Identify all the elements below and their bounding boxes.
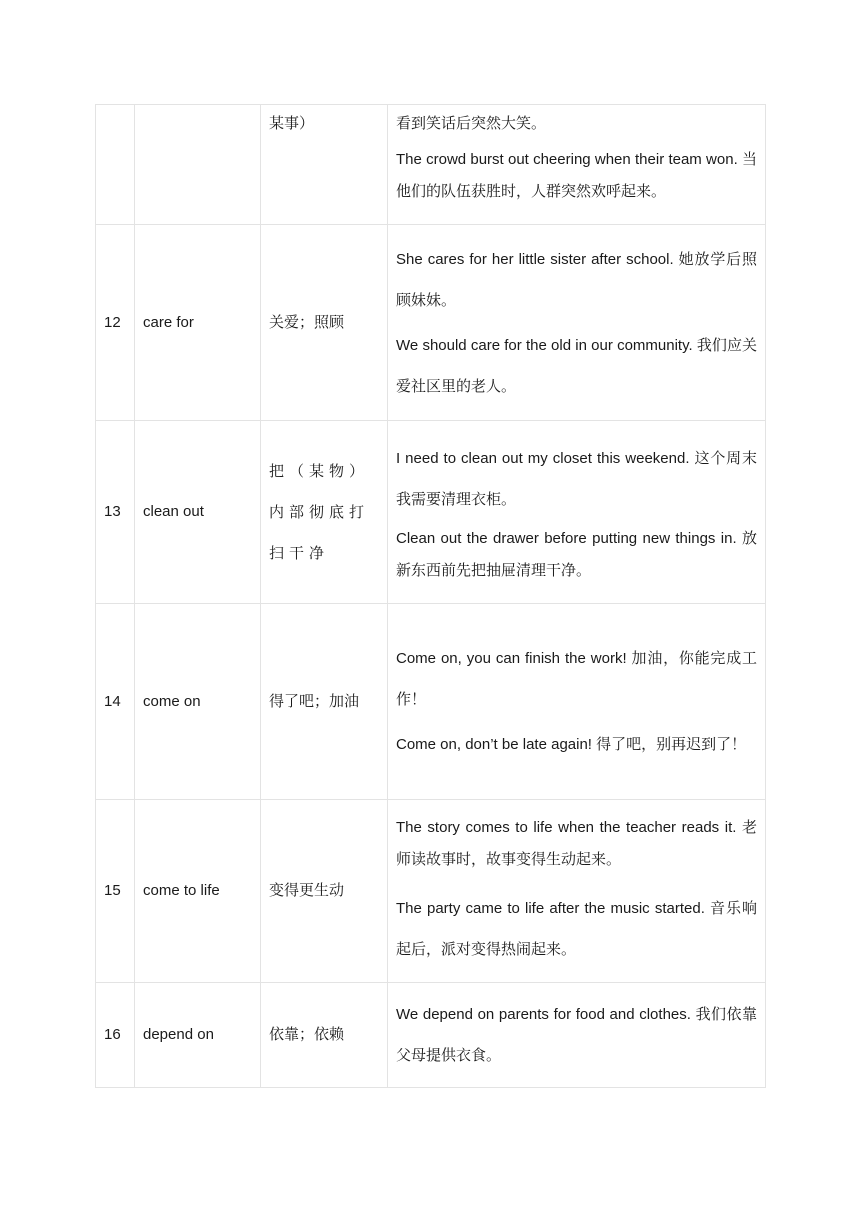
table-row: [96, 983, 766, 1088]
meaning: 变得更生动: [261, 800, 388, 983]
table-row: [96, 421, 766, 604]
example-sentence: Come on, don’t be late again! 得了吧，别再迟到了！: [396, 736, 747, 753]
phrase: depend on: [135, 983, 261, 1088]
meaning: 把（某物）内部彻底打扫干净: [261, 421, 388, 604]
examples-cell: [388, 225, 766, 421]
row-number: 16: [96, 983, 135, 1088]
meaning: 依靠；依赖: [261, 983, 388, 1088]
example-sentence: 看到笑话后突然大笑。: [396, 115, 547, 132]
phrase: come on: [135, 604, 261, 800]
phrase: come to life: [135, 800, 261, 983]
meaning: 关爱；照顾: [261, 225, 388, 421]
meaning: 某事）: [261, 105, 388, 225]
phrase: [135, 105, 261, 225]
example-sentence: We depend on parents for food and clothes. 我们依靠父母提供衣食。: [396, 1006, 757, 1064]
example-sentence: We should care for the old in our community. 我们应关爱社区里的老人。: [396, 336, 757, 395]
row-number: 13: [96, 421, 135, 604]
example-sentence: She cares for her little sister after school. 她放学后照顾妹妹。: [396, 250, 757, 309]
example-sentence: Come on, you can finish the work! 加油，你能完成工作！: [396, 650, 757, 708]
table-row: [96, 225, 766, 421]
examples-cell: [388, 604, 766, 800]
phrase: care for: [135, 225, 261, 421]
phrase-table: [95, 104, 766, 1088]
meaning: 得了吧；加油: [261, 604, 388, 800]
example-sentence: The crowd burst out cheering when their team won. 当他们的队伍获胜时，人群突然欢呼起来。: [396, 151, 757, 200]
row-number: 15: [96, 800, 135, 983]
example-sentence: The story comes to life when the teacher reads it. 老师读故事时，故事变得生动起来。: [396, 819, 757, 868]
table-row: [96, 604, 766, 800]
phrase: clean out: [135, 421, 261, 604]
examples-cell: [388, 105, 766, 225]
example-sentence: I need to clean out my closet this weekend. 这个周末我需要清理衣柜。: [396, 449, 757, 508]
examples-cell: [388, 983, 766, 1088]
examples-cell: [388, 421, 766, 604]
row-number: 12: [96, 225, 135, 421]
example-sentence: The party came to life after the music started. 音乐响起后，派对变得热闹起来。: [396, 900, 757, 958]
examples-cell: [388, 800, 766, 983]
table-row: [96, 800, 766, 983]
example-sentence: Clean out the drawer before putting new things in. 放新东西前先把抽屉清理干净。: [396, 529, 757, 579]
row-number: 14: [96, 604, 135, 800]
row-number: [96, 105, 135, 225]
table-row: [96, 105, 766, 225]
